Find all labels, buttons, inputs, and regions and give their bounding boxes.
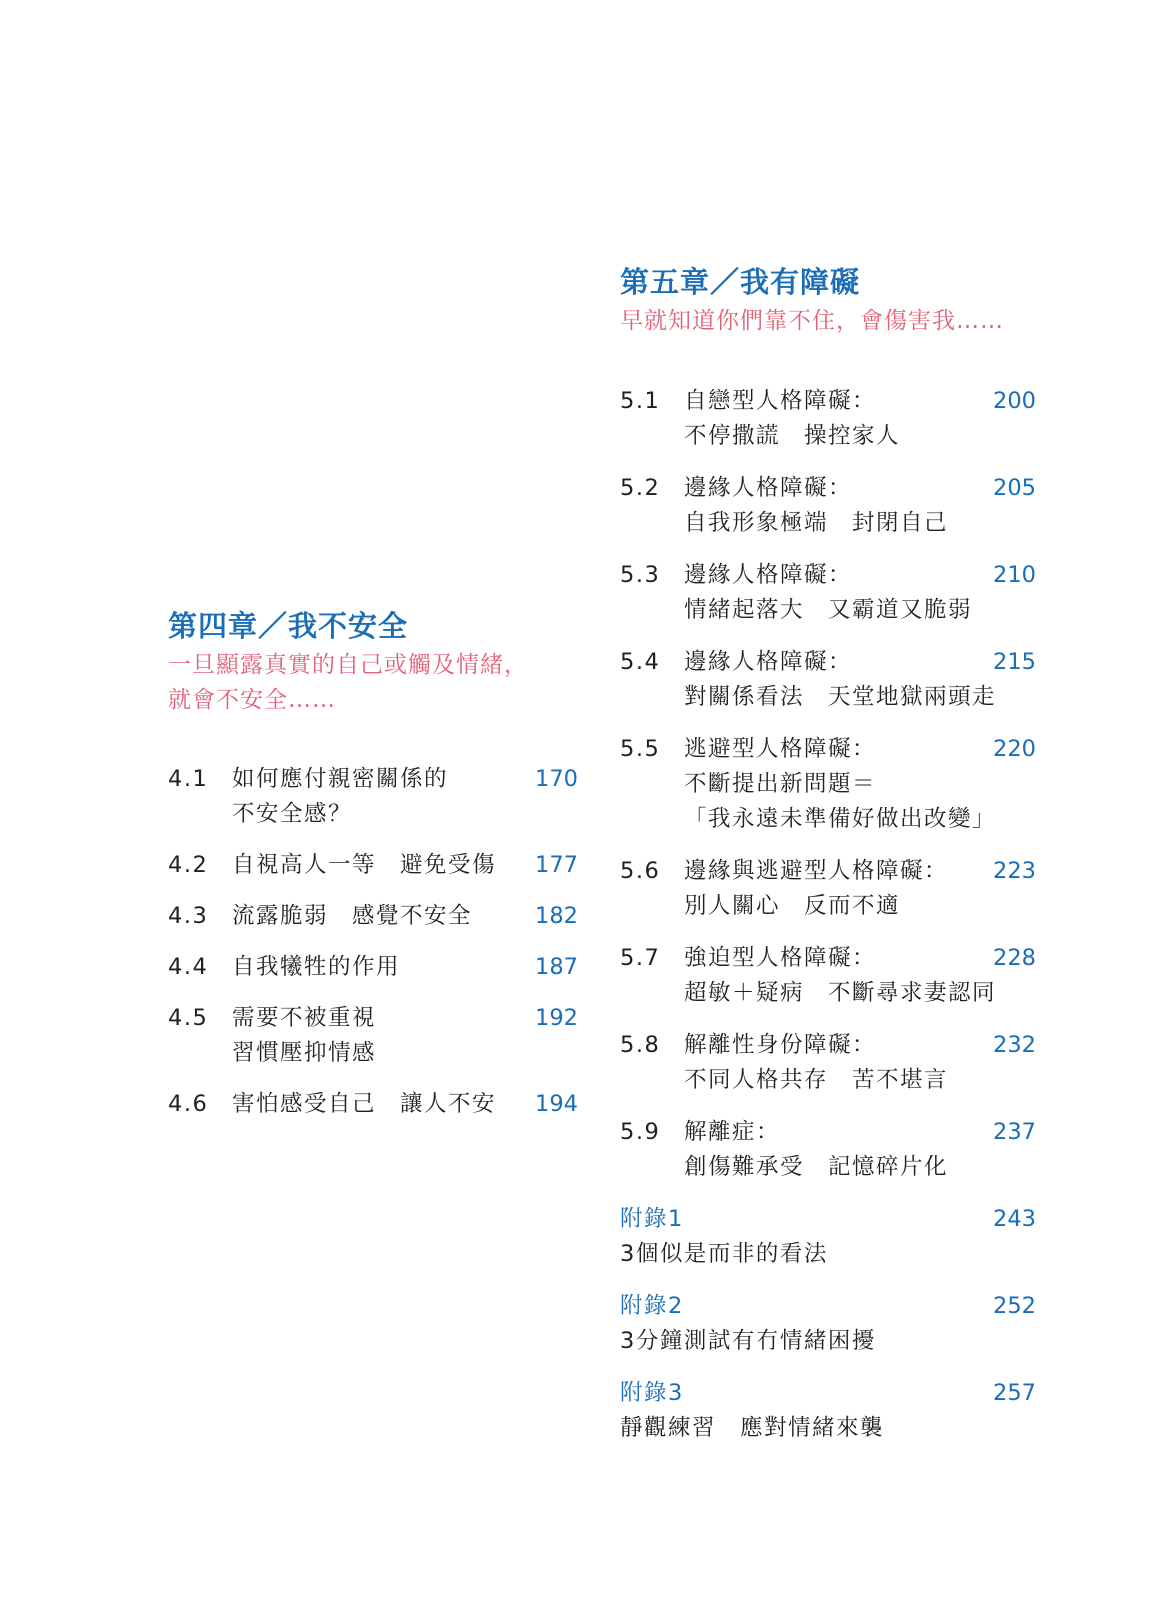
section-title (684, 1115, 1036, 1185)
section-title-line: 害怕感受自己 讓人不安 (232, 1091, 497, 1117)
page-number: 187 (535, 954, 578, 980)
appendix-label: 附錄3 (620, 1380, 684, 1406)
section-number: 5.7 (620, 945, 661, 971)
section-number: 4.3 (168, 903, 209, 929)
page-number: 205 (993, 475, 1036, 501)
toc-entry[interactable] (620, 384, 1036, 454)
page-number: 170 (535, 766, 578, 792)
appendix-label: 附錄1 (620, 1206, 684, 1232)
section-title-line: 別人關心 反而不適 (684, 893, 901, 919)
section-title-line: 解離性身份障礙： (684, 1032, 877, 1058)
chapter-5-subtitle-line: 早就知道你們靠不住，會傷害我…… (620, 308, 1004, 334)
section-title-line: 習慣壓抑情感 (232, 1040, 377, 1066)
toc-entry[interactable] (620, 1115, 1036, 1185)
appendix-title: 靜觀練習 應對情緒來襲 (620, 1415, 885, 1441)
section-title-line: 情緒起落大 又霸道又脆弱 (684, 597, 973, 623)
page-number: 177 (535, 852, 578, 878)
page-number: 220 (993, 736, 1036, 762)
appendix-title: 3分鐘測試有冇情緒困擾 (620, 1328, 876, 1354)
section-title (232, 950, 578, 985)
chapter-4-entries (168, 762, 578, 1122)
section-title (684, 558, 1036, 628)
section-title (684, 854, 1036, 924)
section-title (232, 848, 578, 883)
appendix-list (620, 1202, 1036, 1446)
section-title-line: 對關係看法 天堂地獄兩頭走 (684, 684, 997, 710)
section-title (232, 1001, 578, 1071)
section-number: 5.1 (620, 388, 661, 414)
toc-entry[interactable] (620, 732, 1036, 837)
page-number: 215 (993, 649, 1036, 675)
section-title-line: 超敏＋疑病 不斷尋求妻認同 (684, 980, 997, 1006)
toc-entry[interactable] (168, 1087, 578, 1122)
toc-entry[interactable] (620, 471, 1036, 541)
section-title (684, 941, 1036, 1011)
section-number: 5.8 (620, 1032, 661, 1058)
chapter-5-entries (620, 384, 1036, 1185)
section-number: 4.2 (168, 852, 209, 878)
section-number: 4.5 (168, 1005, 209, 1031)
page-number: 192 (535, 1005, 578, 1031)
section-title (684, 1028, 1036, 1098)
section-title-line: 如何應付親密關係的 (232, 766, 449, 792)
page-number: 200 (993, 388, 1036, 414)
section-title (684, 732, 1036, 837)
section-title-line: 強迫型人格障礙： (684, 945, 877, 971)
toc-entry[interactable] (620, 558, 1036, 628)
page-number: 194 (535, 1091, 578, 1117)
section-title-line: 不同人格共存 苦不堪言 (684, 1067, 949, 1093)
page-number: 228 (993, 945, 1036, 971)
chapter-4-title: 第四章／我不安全 (168, 609, 409, 643)
section-title (232, 899, 578, 934)
section-title-line: 邊緣人格障礙： (684, 649, 853, 675)
section-number: 5.4 (620, 649, 661, 675)
section-title-line: 解離症： (684, 1119, 781, 1145)
section-number: 5.9 (620, 1119, 661, 1145)
page-number: 210 (993, 562, 1036, 588)
section-title-line: 流露脆弱 感覺不安全 (232, 903, 473, 929)
chapter-5-title: 第五章／我有障礙 (620, 265, 861, 299)
section-title-line: 「我永遠未準備好做出改變」 (684, 806, 997, 832)
page-number: 243 (993, 1206, 1036, 1232)
page-number: 237 (993, 1119, 1036, 1145)
section-title (684, 384, 1036, 454)
section-title-line: 不斷提出新問題＝ (684, 771, 877, 797)
section-number: 4.1 (168, 766, 209, 792)
toc-entry[interactable] (620, 854, 1036, 924)
chapter-5-subtitle (620, 304, 1036, 339)
chapter-4-section (168, 606, 578, 1138)
toc-entry[interactable] (620, 941, 1036, 1011)
section-number: 5.3 (620, 562, 661, 588)
section-title (232, 1087, 578, 1122)
chapter-4-subtitle-line: 一旦顯露真實的自己或觸及情緒， (168, 652, 528, 678)
appendix-entry[interactable] (620, 1289, 1036, 1359)
section-title-line: 自戀型人格障礙： (684, 388, 877, 414)
section-title-line: 自我形象極端 封閉自己 (684, 510, 949, 536)
toc-entry[interactable] (168, 899, 578, 934)
page-number: 182 (535, 903, 578, 929)
toc-entry[interactable] (620, 1028, 1036, 1098)
section-title-line: 不停撒謊 操控家人 (684, 423, 901, 449)
section-number: 5.5 (620, 736, 661, 762)
chapter-4-subtitle (168, 648, 578, 718)
page-number: 223 (993, 858, 1036, 884)
section-title-line: 邊緣與逃避型人格障礙： (684, 858, 949, 884)
section-title (684, 645, 1036, 715)
section-number: 5.2 (620, 475, 661, 501)
section-title-line: 自視高人一等 避免受傷 (232, 852, 497, 878)
toc-entry[interactable] (168, 950, 578, 985)
section-title-line: 不安全感？ (232, 801, 353, 827)
appendix-entry[interactable] (620, 1376, 1036, 1446)
section-number: 4.4 (168, 954, 209, 980)
appendix-label: 附錄2 (620, 1293, 684, 1319)
appendix-title: 3個似是而非的看法 (620, 1241, 828, 1267)
toc-entry[interactable] (620, 645, 1036, 715)
toc-entry[interactable] (168, 1001, 578, 1071)
page-number: 232 (993, 1032, 1036, 1058)
page-number: 252 (993, 1293, 1036, 1319)
section-title (232, 762, 578, 832)
section-title (684, 471, 1036, 541)
section-title-line: 邊緣人格障礙： (684, 562, 853, 588)
section-title-line: 需要不被重視 (232, 1005, 377, 1031)
section-title-line: 邊緣人格障礙： (684, 475, 853, 501)
chapter-4-subtitle-line: 就會不安全…… (168, 687, 336, 713)
appendix-entry[interactable] (620, 1202, 1036, 1272)
section-title-line: 逃避型人格障礙： (684, 736, 877, 762)
section-title-line: 自我犧牲的作用 (232, 954, 401, 980)
section-number: 5.6 (620, 858, 661, 884)
section-title-line: 創傷難承受 記憶碎片化 (684, 1154, 949, 1180)
section-number: 4.6 (168, 1091, 209, 1117)
toc-entry[interactable] (168, 848, 578, 883)
page-number: 257 (993, 1380, 1036, 1406)
chapter-5-section (620, 262, 1036, 1463)
toc-entry[interactable] (168, 762, 578, 832)
